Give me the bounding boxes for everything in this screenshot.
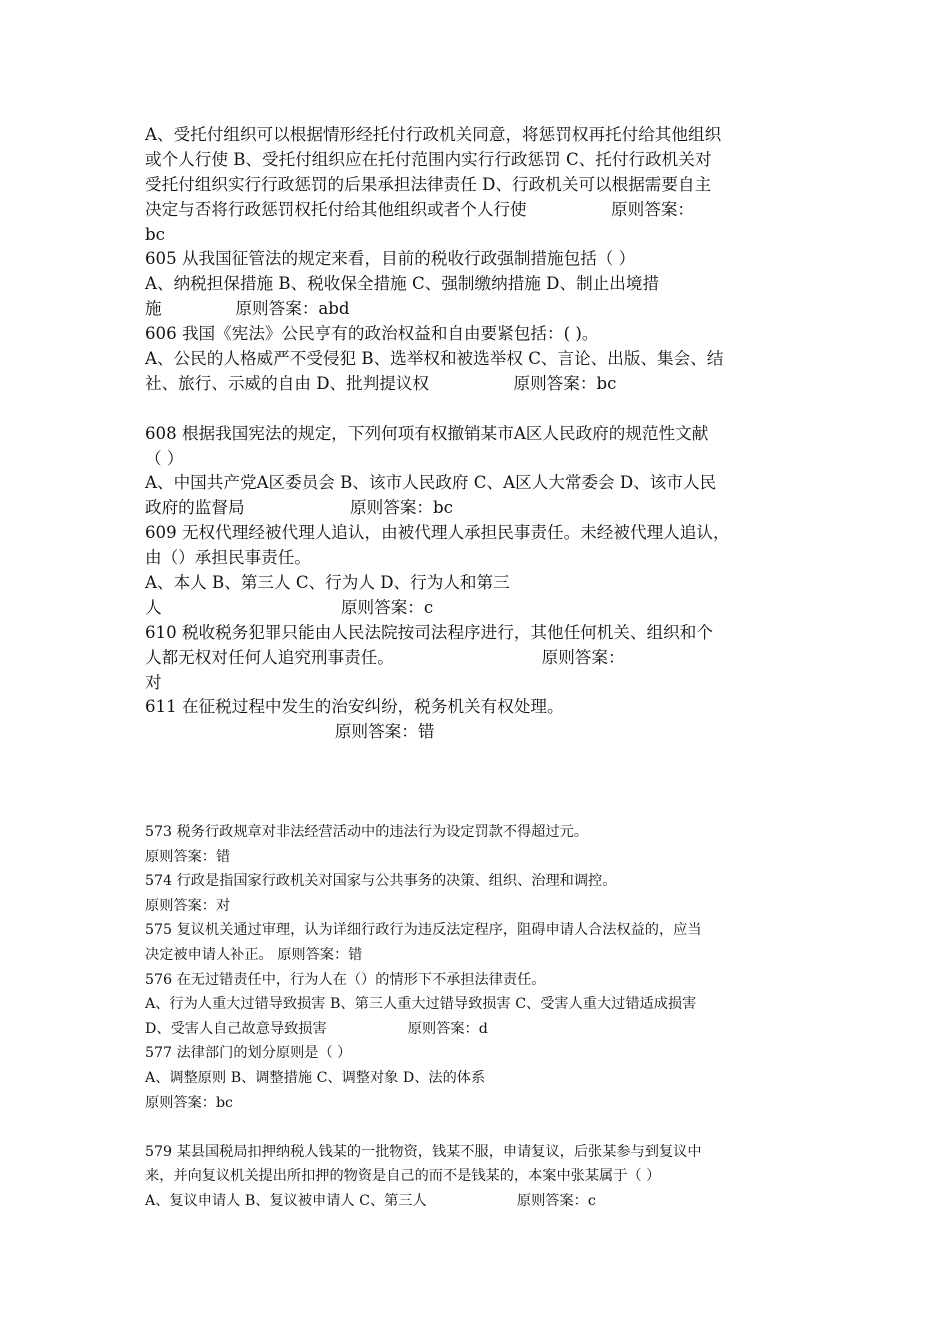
text-line: 576 在无过错责任中，行为人在（）的情形下不承担法律责任。	[145, 971, 546, 988]
text-line	[145, 1115, 810, 1140]
text-line: A、公民的人格威严不受侵犯 B、选举权和被选举权 C、言论、出版、集会、结	[145, 349, 724, 369]
text-line: 610 税收税务犯罪只能由人民法院按司法程序进行，其他任何机关、组织和个	[145, 622, 713, 642]
text-line: 573 税务行政规章对非法经营活动中的违法行为设定罚款不得超过元。	[145, 824, 589, 840]
text-line: 原则答案：对	[145, 897, 231, 914]
text-line: 决定与否将行政惩罚权托付给其他组织或者个人行使 原则答案：	[145, 199, 695, 219]
text-line: 人都无权对任何人追究刑事责任。 原则答案：	[145, 647, 625, 667]
text-line: 政府的监督局 原则答案：bc	[145, 498, 453, 518]
text-line: 605 从我国征管法的规定来看，目前的税收行政强制措施包括（ ）	[145, 249, 636, 269]
text-line: 608 根据我国宪法的规定，下列何项有权撤销某市A区人民政府的规范性文献	[145, 423, 709, 443]
question-section-upper	[145, 123, 810, 745]
text-line: 受托付组织实行行政惩罚的后果承担法律责任 D、行政机关可以根据需要自主	[145, 174, 712, 194]
text-line: A、调整原则 B、调整措施 C、调整对象 D、法的体系	[145, 1069, 486, 1086]
text-line: 579 某县国税局扣押纳税人钱某的一批物资，钱某不服，申请复议，后张某参与到复议中	[145, 1143, 702, 1160]
text-line: 原则答案：错	[145, 848, 231, 865]
text-line: （ ）	[145, 448, 184, 468]
text-line: 或个人行使 B、受托付组织应在托付范围内实行行政惩罚 C、托付行政机关对	[145, 149, 712, 169]
text-line: A、中国共产党A区委员会 B、该市人民政府 C、A区人大常委会 D、该市人民	[145, 473, 717, 493]
text-line: D、受害人自己故意导致损害 原则答案：d	[145, 1020, 488, 1037]
text-line: 由（）承担民事责任。	[145, 548, 311, 568]
text-line: A、受托付组织可以根据情形经托付行政机关同意，将惩罚权再托付给其他组织	[145, 125, 722, 144]
text-line: 施 原则答案：abd	[145, 299, 350, 319]
text-line: 人 原则答案：c	[145, 597, 434, 617]
text-line: A、纳税担保措施 B、税收保全措施 C、强制缴纳措施 D、制止出境措	[145, 274, 660, 294]
text-line: 社、旅行、示威的自由 D、批判提议权 原则答案：bc	[145, 373, 617, 393]
text-line: A、复议申请人 B、复议被申请人 C、第三人 原则答案：c	[145, 1192, 596, 1209]
text-line: 606 我国《宪法》公民亨有的政治权益和自由要紧包括：( )。	[145, 324, 599, 344]
text-line: 575 复议机关通过审理，认为详细行政行为违反法定程序，阻碍申请人合法权益的，应当	[145, 922, 702, 939]
text-line: 对	[145, 672, 162, 692]
text-line: 611 在征税过程中发生的治安纠纷，税务机关有权处理。	[145, 697, 564, 717]
text-line: 609 无权代理经被代理人追认，由被代理人承担民事责任。未经被代理人追认，	[145, 523, 730, 543]
text-line: 来，并向复议机关提出所扣押的物资是自己的而不是钱某的，本案中张某属于（ ）	[145, 1168, 661, 1185]
text-line: 原则答案：错	[145, 722, 435, 742]
text-line: A、行为人重大过错导致损害 B、第三人重大过错导致损害 C、受害人重大过错适成损害	[145, 996, 697, 1013]
question-section-lower	[145, 820, 810, 1214]
text-line: 577 法律部门的划分原则是（ ）	[145, 1045, 352, 1062]
text-line: 574 行政是指国家行政机关对国家与公共事务的决策、组织、治理和调控。	[145, 873, 617, 890]
text-line: A、本人 B、第三人 C、行为人 D、行为人和第三	[145, 573, 510, 593]
text-line: bc	[145, 224, 165, 244]
text-line: 决定被申请人补正。 原则答案：错	[145, 946, 363, 963]
text-line	[145, 397, 810, 422]
text-line: 原则答案：bc	[145, 1094, 233, 1111]
